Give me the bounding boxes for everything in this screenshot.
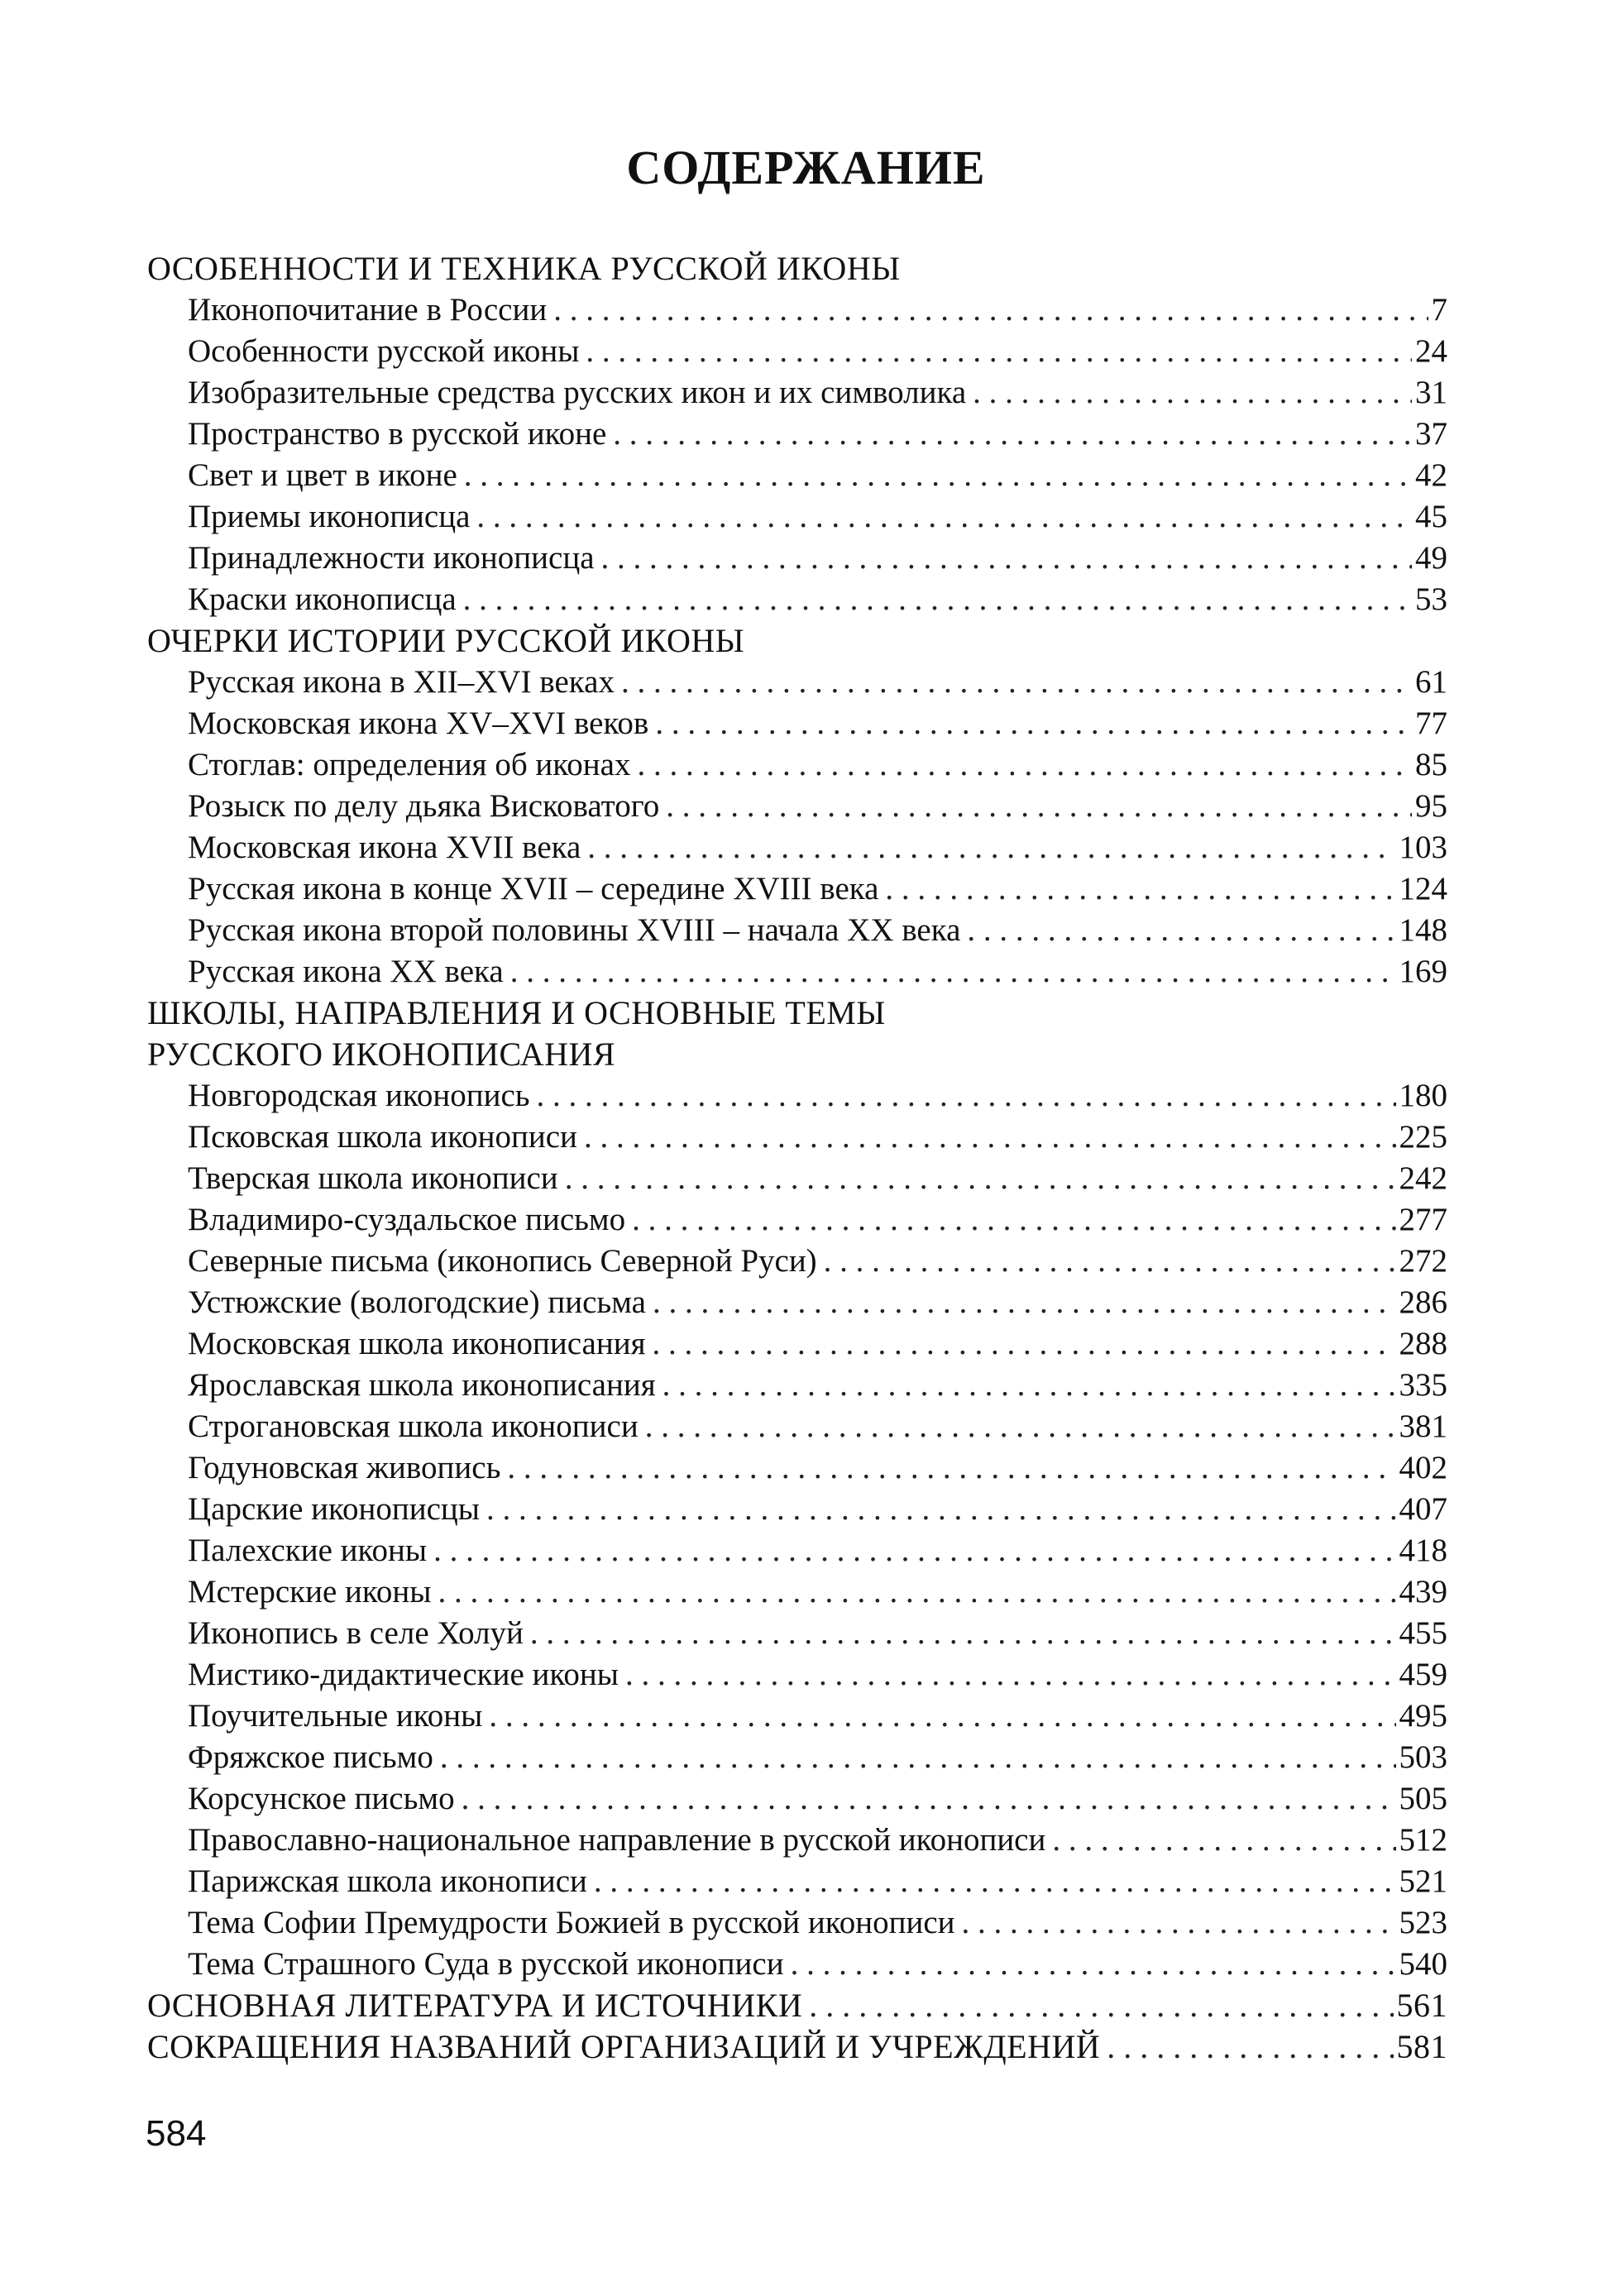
toc-entry-literature[interactable]: ОСНОВНАЯ ЛИТЕРАТУРА И ИСТОЧНИКИ . . . 561 (147, 1985, 1447, 2026)
toc-entry[interactable]: Царские иконописцы . . . 407 (147, 1489, 1447, 1530)
section-heading: ШКОЛЫ, НАПРАВЛЕНИЯ И ОСНОВНЫЕ ТЕМЫ (147, 994, 886, 1031)
toc-entry[interactable]: Тверская школа иконописи . . . 242 (147, 1158, 1447, 1199)
toc-entry[interactable]: Московская икона XV–XVI веков . . . 77 (147, 703, 1447, 744)
toc-entry[interactable]: Строгановская школа иконописи . . . 381 (147, 1406, 1447, 1447)
toc-entry-abbreviations[interactable]: СОКРАЩЕНИЯ НАЗВАНИЙ ОРГАНИЗАЦИЙ И УЧРЕЖДЕНИЙ . . . 581 (147, 2026, 1447, 2068)
toc-entry[interactable]: Новгородская иконопись . . . 180 (147, 1075, 1447, 1117)
toc-entry[interactable]: Пространство в русской иконе . . . 37 (147, 414, 1447, 455)
toc-entry[interactable]: Московская школа иконописания . . . 288 (147, 1323, 1447, 1365)
toc-entry[interactable]: Годуновская живопись . . . 402 (147, 1447, 1447, 1489)
toc-entry[interactable]: Тема Софии Премудрости Божией в русской иконописи . . . 523 (147, 1902, 1447, 1944)
toc-entry[interactable]: Иконопочитание в России . . . 7 (147, 289, 1447, 331)
section-heading: ОСОБЕННОСТИ И ТЕХНИКА РУССКОЙ ИКОНЫ (147, 250, 901, 287)
toc-entry[interactable]: Псковская школа иконописи . . . 225 (147, 1117, 1447, 1158)
toc-entry[interactable]: Палехские иконы . . . 418 (147, 1530, 1447, 1571)
toc-entry[interactable]: Московская икона XVII века . . . 103 (147, 827, 1447, 868)
toc-entry[interactable]: Русская икона XX века . . . 169 (147, 951, 1447, 993)
toc-entry[interactable]: Стоглав: определения об иконах . . . 85 (147, 744, 1447, 786)
toc-entry[interactable]: Фряжское письмо . . . 503 (147, 1737, 1447, 1778)
toc-entry[interactable]: Тема Страшного Суда в русской иконописи . . . 540 (147, 1944, 1447, 1985)
toc-entry[interactable]: Приемы иконописца . . . 45 (147, 496, 1447, 538)
toc-entry[interactable]: Русская икона второй половины XVIII – начала XX века . . . 148 (147, 910, 1447, 951)
toc-entry[interactable]: Русская икона в конце XVII – середине XVIII века . . . 124 (147, 868, 1447, 910)
section-heading-continued: РУССКОГО ИКОНОПИСАНИЯ (147, 1036, 616, 1073)
toc-entry[interactable]: Принадлежности иконописца . . . 49 (147, 538, 1447, 579)
toc-entry[interactable]: Русская икона в XII–XVI веках . . . 61 (147, 662, 1447, 703)
toc-entry[interactable]: Мистико-дидактические иконы . . . 459 (147, 1654, 1447, 1696)
page-title: СОДЕРЖАНИЕ (626, 141, 986, 194)
toc-entry[interactable]: Иконопись в селе Холуй . . . 455 (147, 1613, 1447, 1654)
toc-entry[interactable]: Мстерские иконы . . . 439 (147, 1571, 1447, 1613)
toc-entry[interactable]: Изобразительные средства русских икон и их символика . . . 31 (147, 372, 1447, 414)
section-heading: ОЧЕРКИ ИСТОРИИ РУССКОЙ ИКОНЫ (147, 622, 745, 659)
toc-entry[interactable]: Особенности русской иконы . . . 24 (147, 331, 1447, 372)
toc-entry[interactable]: Поучительные иконы . . . 495 (147, 1696, 1447, 1737)
toc-entry[interactable]: Северные письма (иконопись Северной Руси) . . . 272 (147, 1241, 1447, 1282)
toc-entry[interactable]: Устюжские (вологодские) письма . . . 286 (147, 1282, 1447, 1323)
toc-entry[interactable]: Владимиро-суздальское письмо . . . 277 (147, 1199, 1447, 1241)
toc-entry[interactable]: Корсунское письмо . . . 505 (147, 1778, 1447, 1820)
toc-entry[interactable]: Свет и цвет в иконе . . . 42 (147, 455, 1447, 496)
toc-entry[interactable]: Православно-национальное направление в русской иконописи . . . 512 (147, 1820, 1447, 1861)
toc-entry[interactable]: Розыск по делу дьяка Висковатого . . . 95 (147, 786, 1447, 827)
table-of-contents (147, 248, 1447, 2068)
toc-entry[interactable]: Парижская школа иконописи . . . 521 (147, 1861, 1447, 1902)
toc-entry[interactable]: Ярославская школа иконописания . . . 335 (147, 1365, 1447, 1406)
page-number: 584 (146, 2113, 207, 2154)
toc-entry[interactable]: Краски иконописца . . . 53 (147, 579, 1447, 620)
